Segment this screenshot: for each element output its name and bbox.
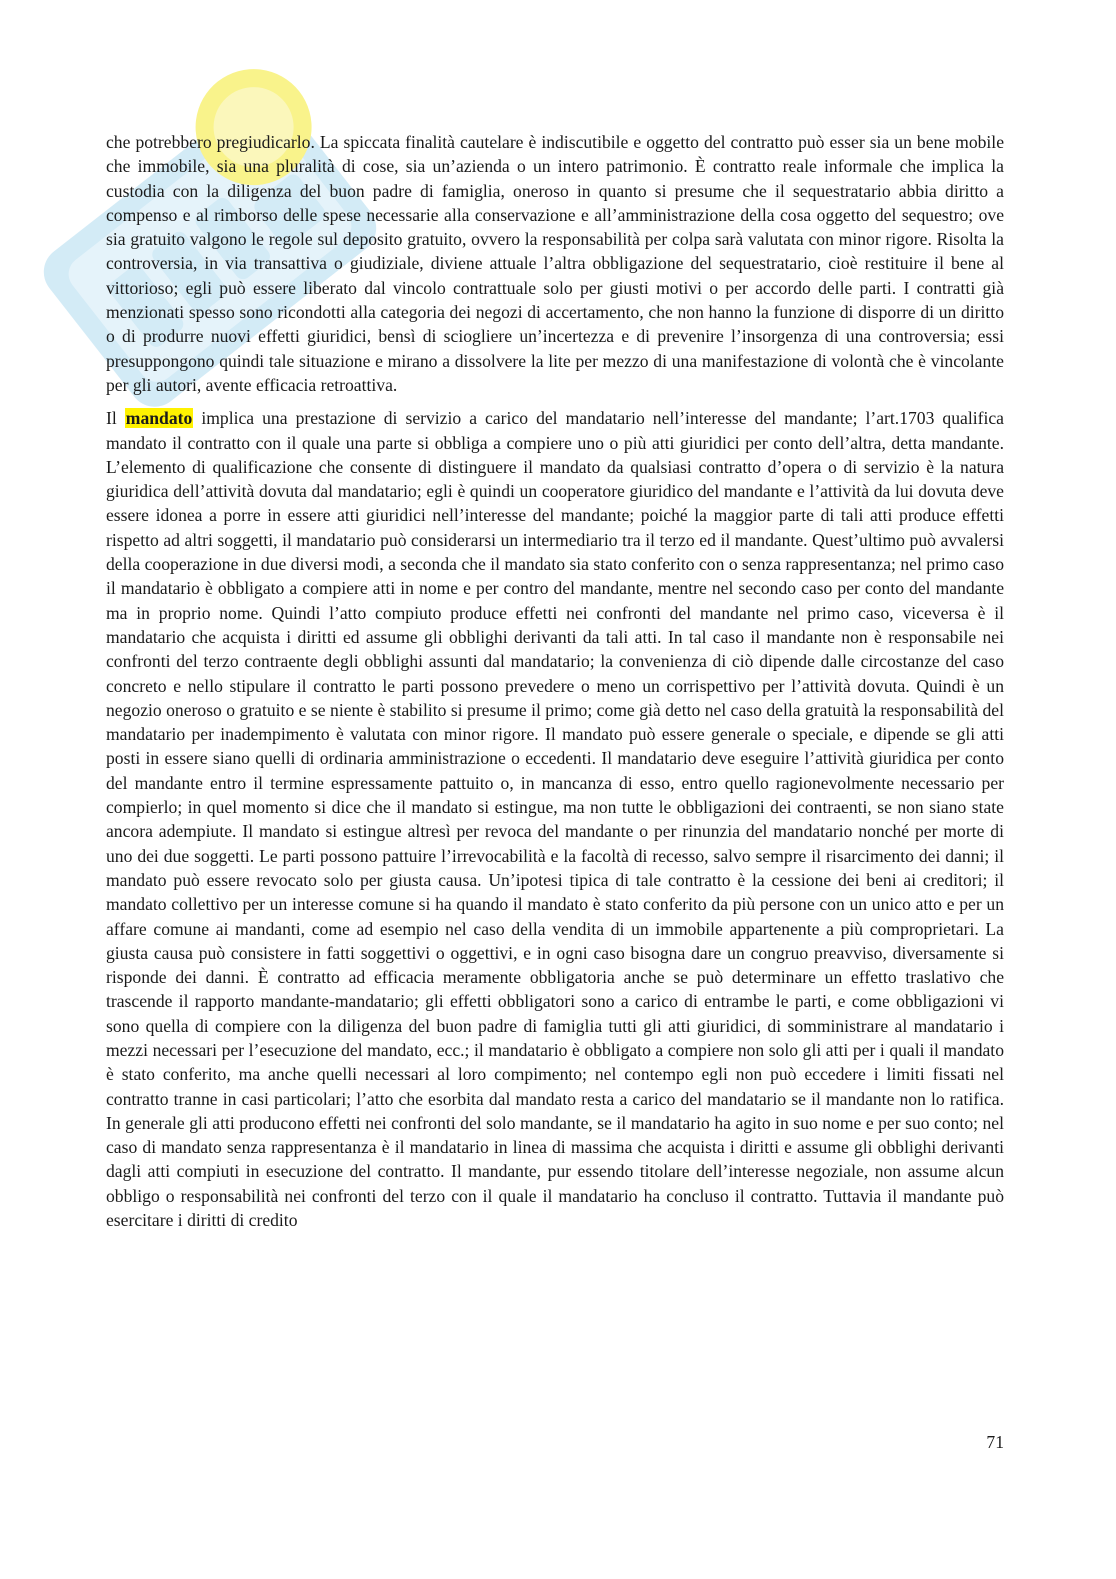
- paragraph-mandato: [106, 406, 1004, 1232]
- paragraph-text: implica una prestazione di servizio a carico del mandatario nell’interesse del mandante; l’art.1703 qualifica mandato il contratto con il quale una parte si obbliga a compiere uno o più atti giuridici per conto dell’altra, detta mandante. L’elemento di qualificazione che consente di distinguere il mandato da qualsiasi contratto d’opera o di servizio è la natura giuridica dell’attività dovuta dal mandatario; egli è quindi un cooperatore giuridico del mandante e l’attività da lui dovuta deve essere idonea a porre in essere atti giuridici nell’interesse del mandante; poiché la maggior parte di tali atti produce effetti rispetto ad altri soggetti, il mandatario può considerarsi un intermediario tra il terzo ed il mandante. Quest’ultimo può avvalersi della cooperazione in due diversi modi, a seconda che il mandato sia stato conferito con o senza rappresentanza; nel primo caso il mandatario è obbligato a compiere atti in nome e per contro del mandante, mentre nel secondo caso per conto del mandante ma in proprio nome. Quindi l’atto compiuto produce effetti nei confronti del mandante nel primo caso, viceversa è il mandatario che acquista i diritti ed assume gli obblighi derivanti da tali atti. In tal caso il mandante non è responsabile nei confronti del terzo contraente degli obblighi assunti dal mandatario; la convenienza di ciò dipende dalle circostanze del caso concreto e nello stipulare il contratto le parti possono prevedere o meno un corrispettivo per l’attività dovuta. Quindi è un negozio oneroso o gratuito e se niente è stabilito si presume il primo; come già detto nel caso della gratuità la responsabilità del mandatario per inadempimento è valutata con minor rigore. Il mandato può essere generale o speciale, e dipende se gli atti posti in essere siano quelli di ordinaria amministrazione o eccedenti. Il mandatario deve eseguire l’attività giuridica per conto del mandante entro il termine espressamente pattuito o, in mancanza di esso, entro quello ragionevolmente necessario per compierlo; in quel momento si dice che il mandato si estingue, ma non tutte le obbligazioni dei contraenti, se non siano state ancora adempiute. Il mandato si estingue altresì per revoca del mandante o per rinunzia del mandatario nonché per morte di uno dei due soggetti. Le parti possono pattuire l’irrevocabilità e la facoltà di recesso, salvo sempre il risarcimento dei danni; il mandato può essere revocato solo per giusta causa. Un’ipotesi tipica di tale contratto è la cessione dei beni ai creditori; il mandato collettivo per un interesse comune si ha quando il mandato è stato conferito da più persone con un unico atto e per un affare comune ai mandanti, come ad esempio nel caso della vendita di un immobile appartenente a più comproprietari. La giusta causa può consistere in fatti soggettivi o oggettivi, e in ogni caso bisogna dare un congruo preavviso, diversamente si risponde dei danni. È contratto ad efficacia meramente obbligatoria anche se può determinare un effetto traslativo che trascende il rapporto mandante-mandatario; gli effetti obbligatori sono a carico di entrambe le parti, e come obbligazioni vi sono quella di compiere con la diligenza del buon padre di famiglia tutti gli atti giuridici, di somministrare al mandatario i mezzi necessari per l’esecuzione del mandato, ecc.; il mandatario è obbligato a compiere non solo gli atti per i quali il mandato è stato conferito, ma anche quelli necessari al loro compimento; nel contempo egli non può eccedere i limiti fissati nel contratto tranne in casi particolari; l’atto che esorbita dal mandato resta a carico del mandatario se il mandante non lo ratifica. In generale gli atti producono effetti nei confronti del solo mandante, se il mandatario ha agito in suo nome e per suo conto; nel caso di mandato senza rappresentanza è il mandatario in linea di massima che acquista i diritti e assume gli obblighi derivanti dagli atti compiuti in esecuzione del contratto. Il mandante, pur essendo titolare dell’interesse negoziale, non assume alcun obbligo o responsabilità nei confronti del terzo con il quale il mandatario ha concluso il contratto. Tuttavia il mandante può esercitare i diritti di credito: [106, 408, 1004, 1231]
- page-number: 71: [986, 1432, 1004, 1452]
- paragraph-prefix: Il: [106, 408, 125, 429]
- highlighted-term: mandato: [125, 408, 193, 429]
- paragraph-sequestro: che potrebbero pregiudicarlo. La spiccata finalità cautelare è indiscutibile e oggetto del contratto può esser sia un bene mobile che immobile, sia una pluralità di cose, sia un’azienda o un intero patrimonio. È contratto reale informale che implica la custodia con la diligenza del buon padre di famiglia, oneroso in quanto si presume che il sequestratario abbia diritto a compenso e al rimborso delle spese necessarie alla conservazione e all’amministrazione della cosa oggetto del sequestro; ove sia gratuito valgono le regole sul deposito gratuito, ovvero la responsabilità per colpa sarà valutata con minor rigore. Risolta la controversia, in via transattiva o giudiziale, diviene attuale l’altra obbligazione del sequestratario, cioè restituire il bene al vittorioso; egli può essere liberato dal vincolo contrattuale solo per giusti motivi o per accordo delle parti. I contratti già menzionati spesso sono ricondotti alla categoria dei negozi di accertamento, che non hanno la funzione di disporre di un diritto o di produrre nuovi effetti giuridici, bensì di sciogliere un’incertezza e di prevenire l’insorgenza di una controversia; essi presuppongono quindi tale situazione e mirano a dissolvere la lite per mezzo di una manifestazione di volontà che è vincolante per gli autori, avente efficacia retroattiva.: [106, 132, 1004, 395]
- document-body: [106, 130, 1004, 1232]
